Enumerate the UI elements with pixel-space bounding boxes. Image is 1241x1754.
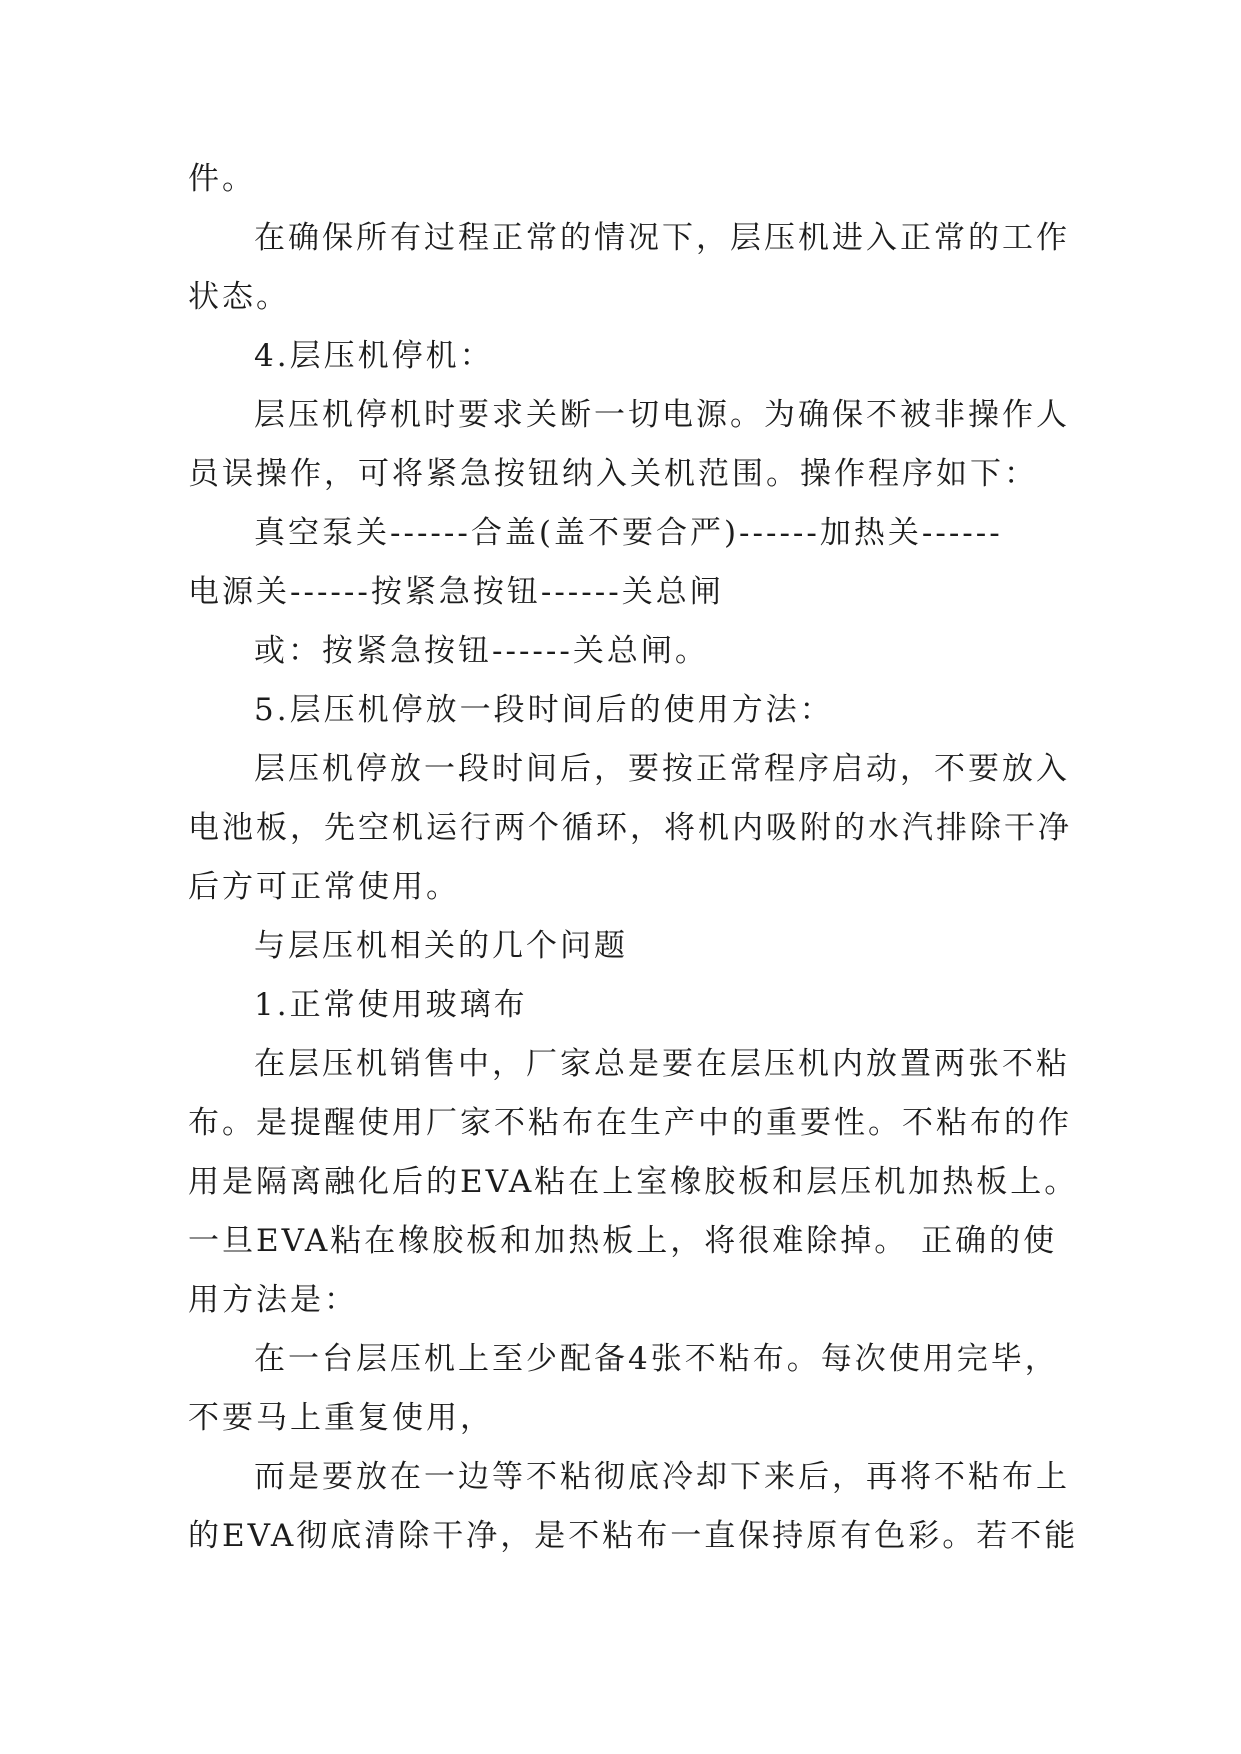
text-line: 用方法是： — [188, 1282, 358, 1318]
text-line: 层压机停机时要求关断一切电源。为确保不被非操作人 — [254, 397, 1070, 433]
procedure-line: 电源关------按紧急按钮------关总闸 — [188, 574, 724, 610]
text-line: 在层压机销售中，厂家总是要在层压机内放置两张不粘 — [254, 1046, 1070, 1082]
text-line: 不要马上重复使用， — [188, 1400, 494, 1436]
section-heading: 5.层压机停放一段时间后的使用方法： — [254, 692, 834, 728]
document-body — [188, 150, 1079, 1566]
text-line: 在一台层压机上至少配备4张不粘布。每次使用完毕， — [254, 1341, 1059, 1377]
procedure-line: 真空泵关------合盖(盖不要合严)------加热关------ — [254, 515, 1003, 551]
text-line: 电池板，先空机运行两个循环，将机内吸附的水汽排除干净 — [188, 810, 1072, 846]
section-heading: 1.正常使用玻璃布 — [254, 987, 528, 1023]
text-line: 布。是提醒使用厂家不粘布在生产中的重要性。不粘布的作 — [188, 1105, 1072, 1141]
text-line: 而是要放在一边等不粘彻底冷却下来后，再将不粘布上 — [254, 1459, 1070, 1495]
text-line: 员误操作，可将紧急按钮纳入关机范围。操作程序如下： — [188, 456, 1038, 492]
section-heading: 与层压机相关的几个问题 — [254, 928, 628, 964]
text-line: 在确保所有过程正常的情况下，层压机进入正常的工作 — [254, 220, 1070, 256]
text-line: 件。 — [188, 161, 256, 197]
section-heading: 4.层压机停机： — [254, 338, 494, 374]
text-line: 用是隔离融化后的EVA粘在上室橡胶板和层压机加热板上。 — [188, 1164, 1079, 1200]
text-line: 层压机停放一段时间后，要按正常程序启动，不要放入 — [254, 751, 1070, 787]
procedure-line: 或：按紧急按钮------关总闸。 — [254, 633, 709, 669]
text-line: 状态。 — [188, 279, 290, 315]
text-line: 后方可正常使用。 — [188, 869, 460, 905]
text-line: 一旦EVA粘在橡胶板和加热板上，将很难除掉。 正确的使 — [188, 1223, 1058, 1259]
text-line: 的EVA彻底清除干净，是不粘布一直保持原有色彩。若不能 — [188, 1518, 1079, 1554]
